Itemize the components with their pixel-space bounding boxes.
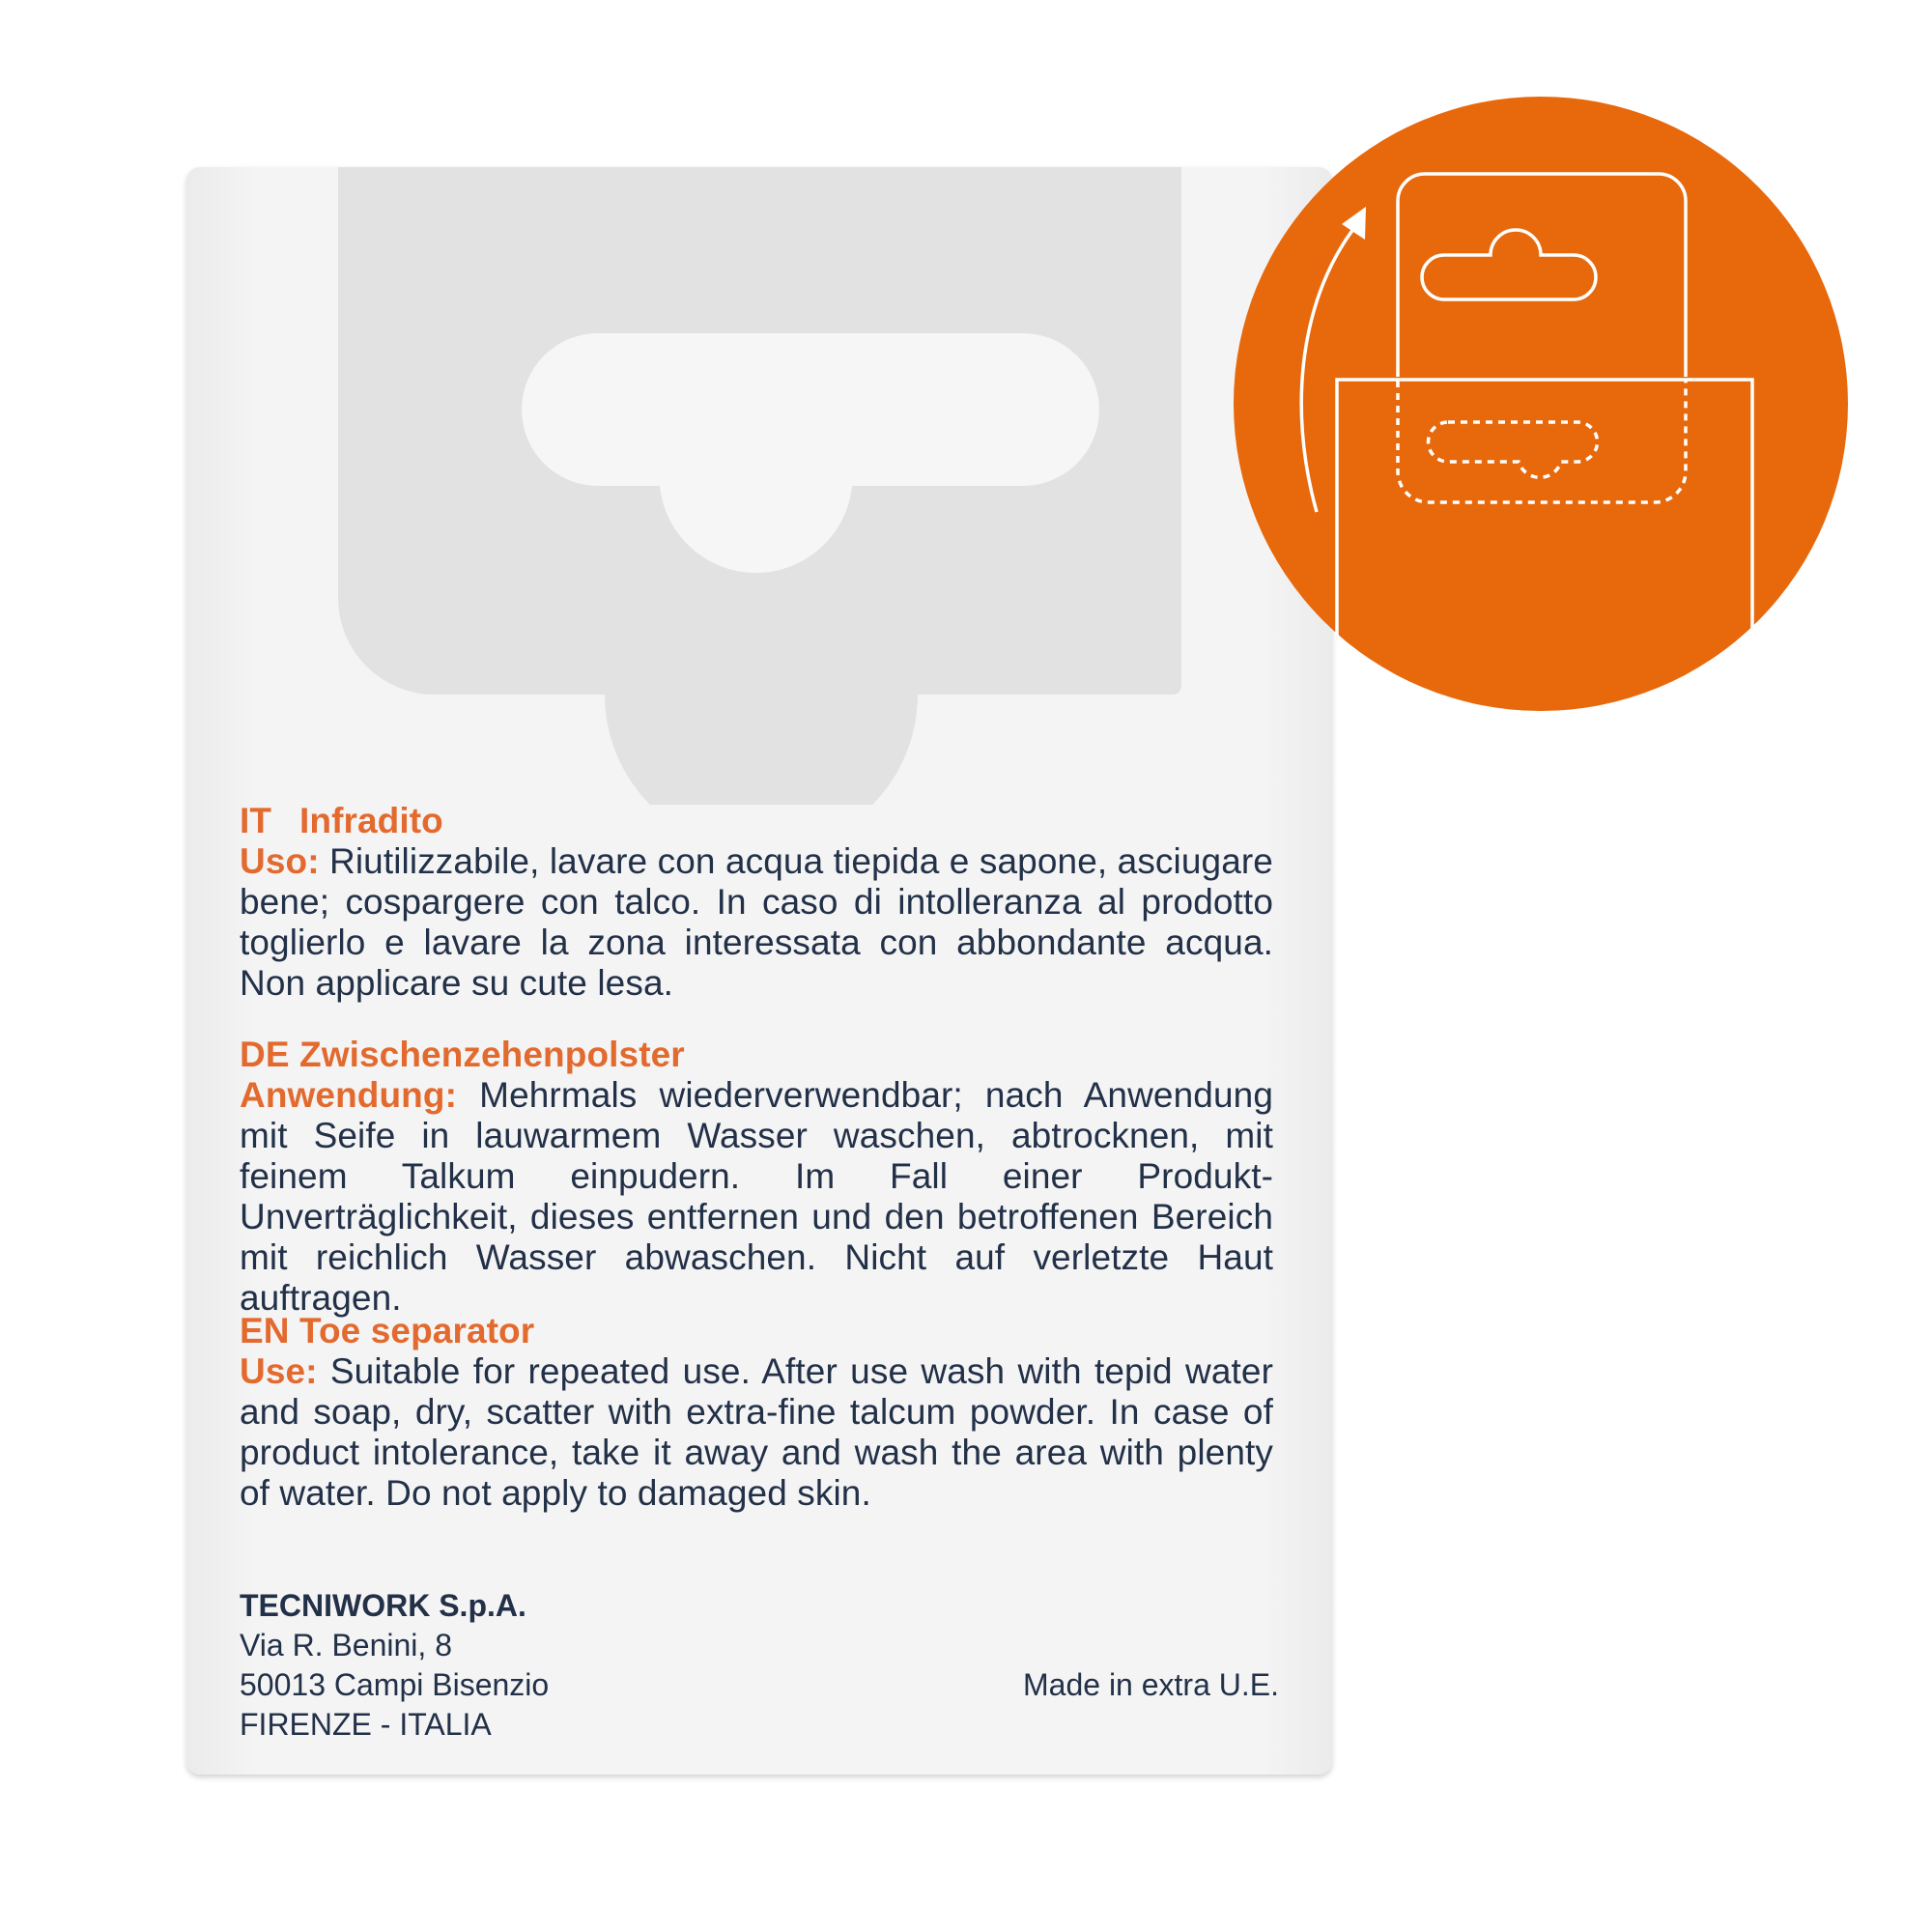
section-en-heading [240, 1311, 1273, 1351]
hang-tab-cutout [186, 167, 1332, 805]
company-name: TECNIWORK S.p.A. [240, 1588, 526, 1623]
company-region: FIRENZE - ITALIA [240, 1707, 492, 1742]
lang-code-de: DE [240, 1035, 290, 1074]
made-in-label: Made in extra U.E. [1023, 1667, 1279, 1702]
usage-label-it: Uso: [240, 841, 320, 881]
hang-tab-instruction-badge [1234, 97, 1848, 711]
product-title-it: Infradito [299, 801, 443, 840]
section-it [240, 801, 1273, 1004]
usage-label-de: Anwendung: [240, 1075, 458, 1115]
company-address [240, 1586, 549, 1745]
usage-text-it: Riutilizzabile, lavare con acqua tiepida e sapone, asciugare bene; cospargere con talco. In caso di intolleranza al prodotto toglierlo e lavare la zona interessata con abbondante acqua. Non applicare su cute lesa. [240, 841, 1273, 1003]
lang-code-en: EN [240, 1311, 290, 1350]
package-back-panel [186, 167, 1332, 1775]
product-title-de: Zwischenzehenpolster [299, 1035, 685, 1074]
section-de-heading [240, 1035, 1273, 1075]
company-street: Via R. Benini, 8 [240, 1628, 452, 1662]
section-en [240, 1311, 1273, 1514]
section-de [240, 1035, 1273, 1319]
lang-code-it: IT [240, 801, 272, 840]
usage-text-de: Mehrmals wiederverwendbar; nach Anwendung mit Seife in lauwarmem Wasser waschen, abtrocknen, mit feinem Talkum einpudern. Im Fall einer Produkt-Unverträglichkeit, dieses entfernen und den betroffenen Bereich mit reichlich Wasser abwaschen. Nicht auf verletzte Haut auftragen. [240, 1075, 1273, 1318]
section-it-heading [240, 801, 1273, 841]
usage-label-en: Use: [240, 1351, 318, 1391]
usage-text-en: Suitable for repeated use. After use wash with tepid water and soap, dry, scatter with extra-fine talcum powder. In case of product intolerance, take it away and wash the area with plenty of water. Do not apply to damaged skin. [240, 1351, 1273, 1513]
product-title-en: Toe separator [299, 1311, 535, 1350]
company-city: 50013 Campi Bisenzio [240, 1667, 550, 1702]
